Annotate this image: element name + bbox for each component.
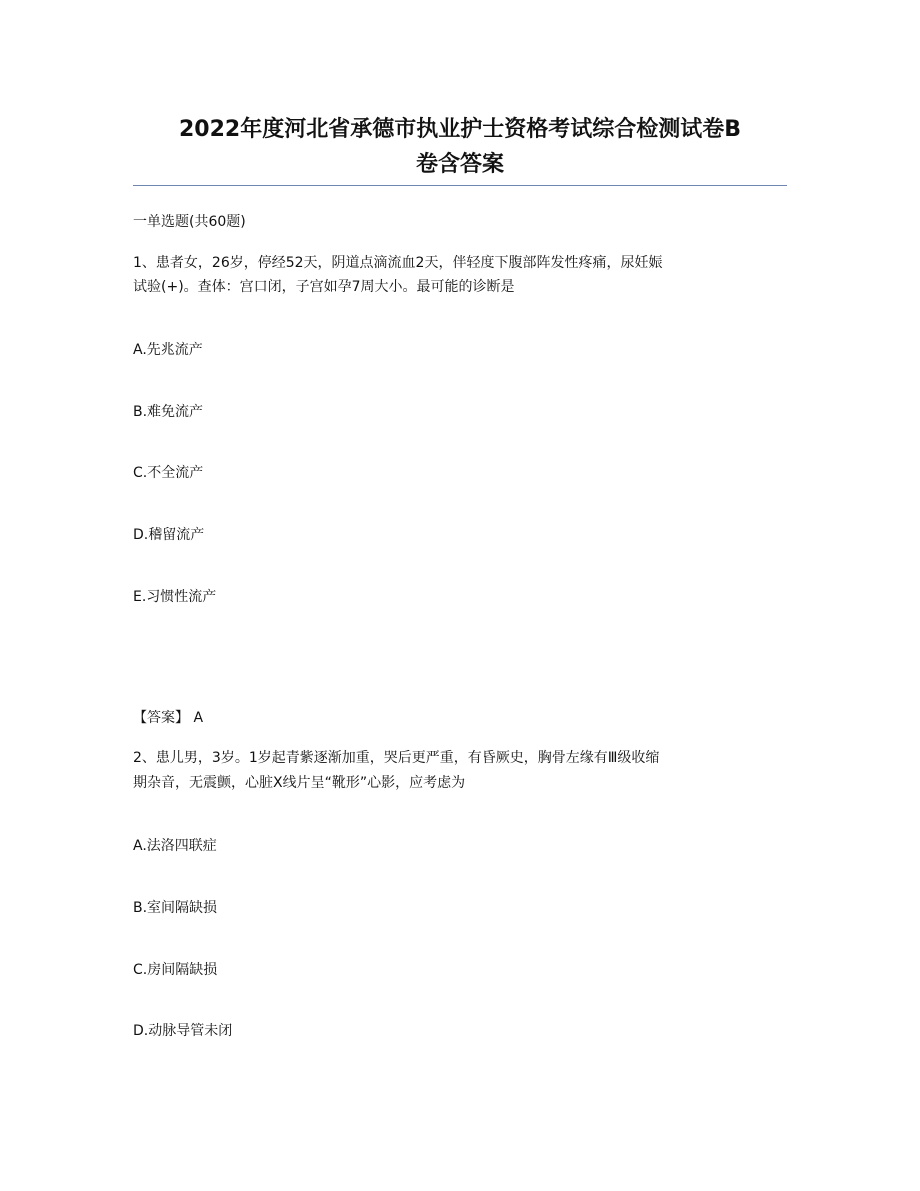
option-b: B.室间隔缺损 [133,900,218,916]
section-heading: 一单选题(共60题) [133,214,246,230]
page-title-continued: 卷含答案 [415,152,504,177]
option-a: A.先兆流产 [133,342,203,358]
option-d: D.稽留流产 [133,527,205,543]
title-divider [133,185,787,186]
question-stem-line: 2、患儿男，3岁。1岁起青紫逐渐加重，哭后更严重，有昏厥史，胸骨左缘有Ⅲ级收缩 [133,750,660,766]
question-stem-line: 试验(+)。查体：宫口闭，子宫如孕7周大小。最可能的诊断是 [133,279,515,295]
question-stem-line: 期杂音，无震颤，心脏X线片呈“靴形”心影，应考虑为 [133,775,466,791]
option-a: A.法洛四联症 [133,838,217,854]
option-e: E.习惯性流产 [133,589,217,605]
option-d: D.动脉导管未闭 [133,1023,233,1039]
option-c: C.不全流产 [133,465,204,481]
page-title: 2022年度河北省承德市执业护士资格考试综合检测试卷B [178,117,741,142]
option-c: C.房间隔缺损 [133,962,218,978]
answer-line: 【答案】 A [133,710,204,726]
question-stem-line: 1、患者女，26岁，停经52天，阴道点滴流血2天，伴轻度下腹部阵发性疼痛，尿妊娠 [133,255,663,271]
option-b: B.难免流产 [133,404,204,420]
